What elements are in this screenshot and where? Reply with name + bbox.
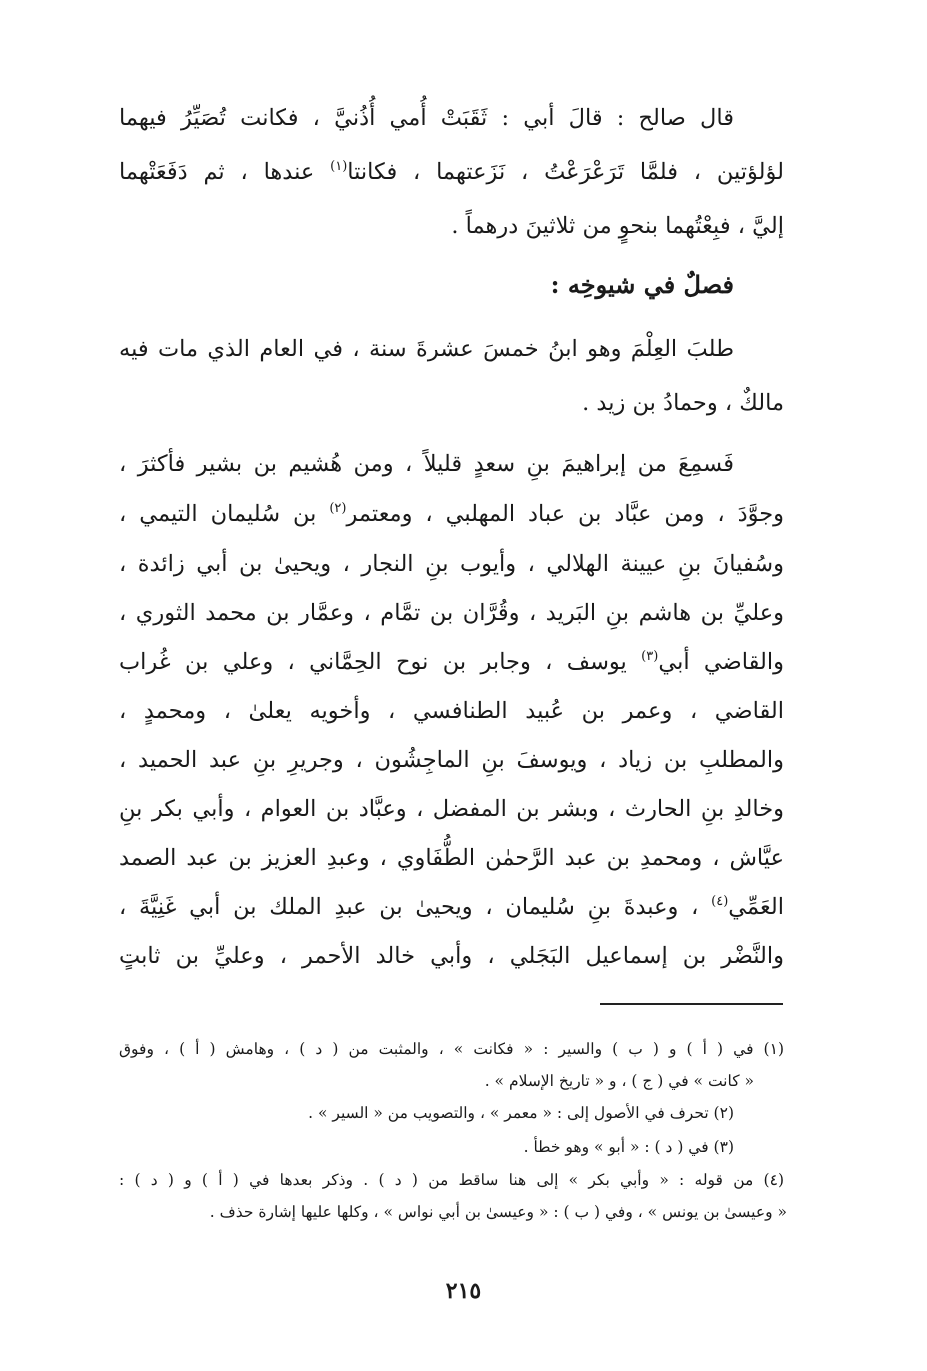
footnote-line: « وعيسىٰ بن يونس » ، وفي ( ب ) : « وعيسىٰ بن أبي نواس » ، وكلها عليها إشارة حذف .	[209, 1203, 787, 1221]
body-text: والقاضي أبي	[658, 649, 784, 675]
footnote-line: (٤) من قوله : « وأبي بكر » إلى هنا ساقط من ( د ) . وذكر بعدها في ( أ ) و ( د ) :	[119, 1171, 784, 1189]
body-text: العَمِّي	[728, 894, 784, 920]
footnote-line: (٢) تحرف في الأصول إلى : « معمر » ، والتصويب من « السير » .	[308, 1104, 734, 1122]
body-line: والمطلبِ بن زياد ، ويوسفَ بنِ الماجِشُون ، وجريرِ بنِ عبد الحميد ،	[119, 747, 784, 773]
body-line	[119, 145, 784, 199]
body-line	[119, 487, 784, 541]
body-line: إليَّ ، فبِعْتُهما بنحوٍ من ثلاثينَ درهماً .	[451, 213, 784, 239]
body-line: القاضي ، وعمر بن عُبيد الطنافسي ، وأخويه يعلىٰ ، ومحمدٍ ،	[119, 698, 784, 724]
body-text: يوسف ، وجابر بن نوح الحِمَّاني ، وعلي بن غُراب	[119, 649, 642, 675]
body-line	[119, 635, 784, 689]
footnote-line: « كانت » في ( ج ) ، و « تاريخ الإسلام » .	[484, 1072, 754, 1090]
body-text: ، وعبدةَ بنِ سُليمان ، ويحيىٰ بن عبدِ الملك بن أبي غَنِيَّةَ ،	[119, 894, 712, 920]
body-line: مالكٌ ، وحمادُ بن زيد .	[582, 390, 784, 416]
footnote-line: (١) في ( أ ) و ( ب ) والسير : « فكانت » ، والمثبت من ( د ) ، وهامش ( أ ) ، وفوق	[119, 1040, 784, 1058]
body-line: عيَّاش ، ومحمدِ بن عبد الرَّحمٰن الطُّفَاوي ، وعبدِ العزيز بن عبد الصمد	[119, 845, 784, 871]
body-line: وعليِّ بن هاشم بنِ البَريد ، وقُرَّان بن تمَّام ، وعمَّار بن محمد الثوري ،	[119, 600, 784, 626]
page-number: ٢١٥	[445, 1278, 482, 1304]
body-text: عندها ، ثم دَفَعَتْهما	[119, 159, 331, 185]
footnote-ref: (٣)	[641, 649, 659, 664]
body-line: قال صالح : قالَ أبي : ثَقَبَتْ أُمي أُذُنيَّ ، فكانت تُصَيِّرُ فيهما	[119, 105, 734, 131]
body-text: وجوَّدَ ، ومن عبَّاد بن عباد المهلبي ، ومعتمر	[346, 501, 785, 527]
footnote-ref: (٢)	[329, 501, 347, 516]
body-line: وخالدِ بنِ الحارث ، وبشر بن المفضل ، وعبَّاد بن العوام ، وأبي بكر بنِ	[119, 796, 784, 822]
footnote-line: (٣) في ( د ) : « أبو » وهو خطأ .	[523, 1138, 734, 1156]
body-text: بن سُليمان التيمي ،	[119, 501, 330, 527]
body-line: فَسمِعَ من إبراهيمَ بنِ سعدٍ قليلاً ، ومن هُشيم بن بشير فأكثرَ ،	[119, 451, 734, 477]
body-line: وسُفيانَ بنِ عيينة الهلالي ، وأيوب بنِ النجار ، ويحيىٰ بن أبي زائدة ،	[119, 551, 784, 577]
body-text: لؤلؤتين ، فلمَّا تَرَعْرَعْتُ ، نَزَعتهما ، فكانتا	[347, 159, 784, 185]
footnote-ref: (٤)	[711, 894, 729, 909]
footnote-separator	[600, 1003, 783, 1005]
section-heading: فصلٌ في شيوخِه :	[550, 270, 734, 299]
body-line: والنَّضْر بن إسماعيل البَجَلي ، وأبي خالد الأحمر ، وعليِّ بن ثابتٍ	[119, 943, 784, 969]
body-line: طلبَ العِلْمَ وهو ابنُ خمسَ عشرةَ سنة ، في العام الذي مات فيه	[119, 336, 734, 362]
footnote-ref: (١)	[330, 159, 348, 174]
body-line	[119, 880, 784, 934]
